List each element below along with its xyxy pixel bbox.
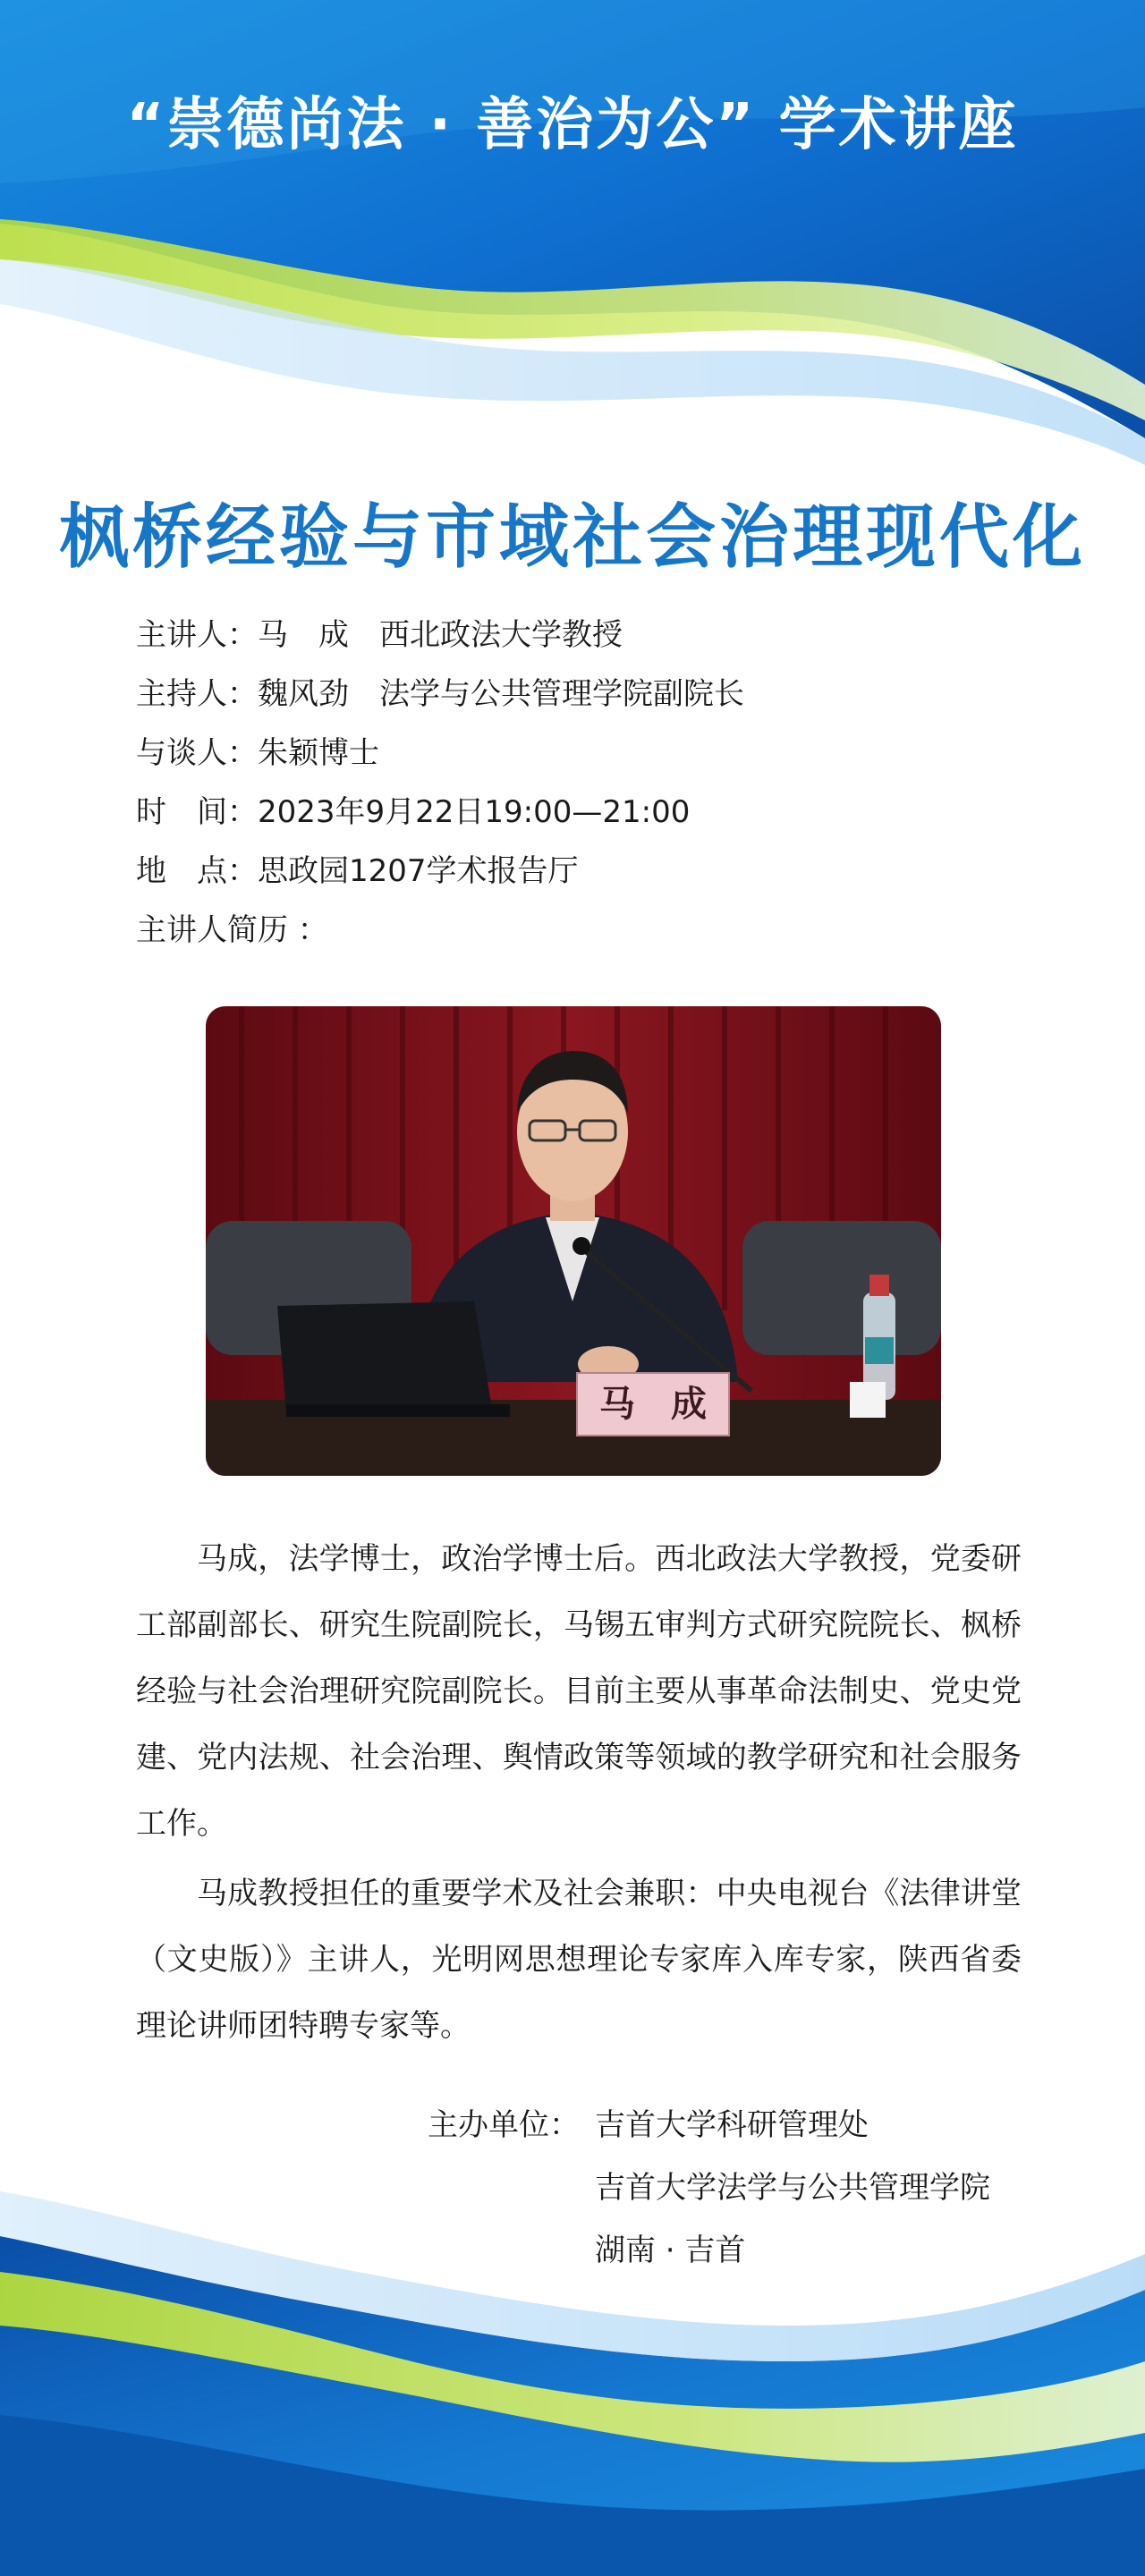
time-label: 时 间： bbox=[136, 794, 258, 830]
info-speaker bbox=[136, 614, 623, 657]
organizer-label: 主办单位： bbox=[428, 2107, 580, 2143]
host-label: 主持人： bbox=[136, 676, 258, 712]
host-value: 魏风劲 法学与公共管理学院副院长 bbox=[258, 676, 744, 712]
info-bio-heading bbox=[136, 909, 328, 952]
bio-paragraph-1: 马成，法学博士，政治学博士后。西北政法大学教授，党委研工部副部长、研究生院副院长，马锡五审判方式研究院院长、枫桥经验与社会治理研究院副院长。目前主要从事革命法制史、党史党建、党内法规、社会治理、舆情政策等领域的教学研究和社会服务工作。 bbox=[136, 1541, 1022, 1842]
info-venue bbox=[136, 850, 579, 893]
speaker-value: 马 成 西北政法大学教授 bbox=[258, 617, 623, 653]
series-title: “崇德尚法 · 善治为公” 学术讲座 bbox=[126, 92, 1019, 158]
organizer-location: 湖南 · 吉首 bbox=[595, 2233, 746, 2268]
organizer-1: 吉首大学科研管理处 bbox=[595, 2107, 869, 2143]
time-value: 2023年9月22日19:00—21:00 bbox=[258, 794, 691, 830]
venue-value: 思政园1207学术报告厅 bbox=[258, 853, 579, 889]
discussant-label: 与谈人： bbox=[136, 735, 258, 771]
speaker-label: 主讲人： bbox=[136, 617, 258, 653]
lecture-title: 枫桥经验与市域社会治理现代化 bbox=[58, 497, 1086, 578]
discussant-value: 朱颖博士 bbox=[258, 735, 379, 771]
organizer-2: 吉首大学法学与公共管理学院 bbox=[595, 2170, 990, 2206]
nameplate-text: 马 成 bbox=[599, 1383, 707, 1425]
info-discussant bbox=[136, 732, 379, 775]
speaker-photo bbox=[206, 1006, 941, 1476]
info-time bbox=[136, 791, 690, 834]
venue-label: 地 点： bbox=[136, 853, 258, 889]
bio-paragraph-2: 马成教授担任的重要学术及社会兼职：中央电视台《法律讲堂（文史版）》主讲人，光明网思想理论专家库入库专家，陕西省委理论讲师团特聘专家等。 bbox=[136, 1876, 1022, 2044]
bio-label: 主讲人简历 ： bbox=[136, 912, 328, 948]
info-host bbox=[136, 673, 744, 716]
